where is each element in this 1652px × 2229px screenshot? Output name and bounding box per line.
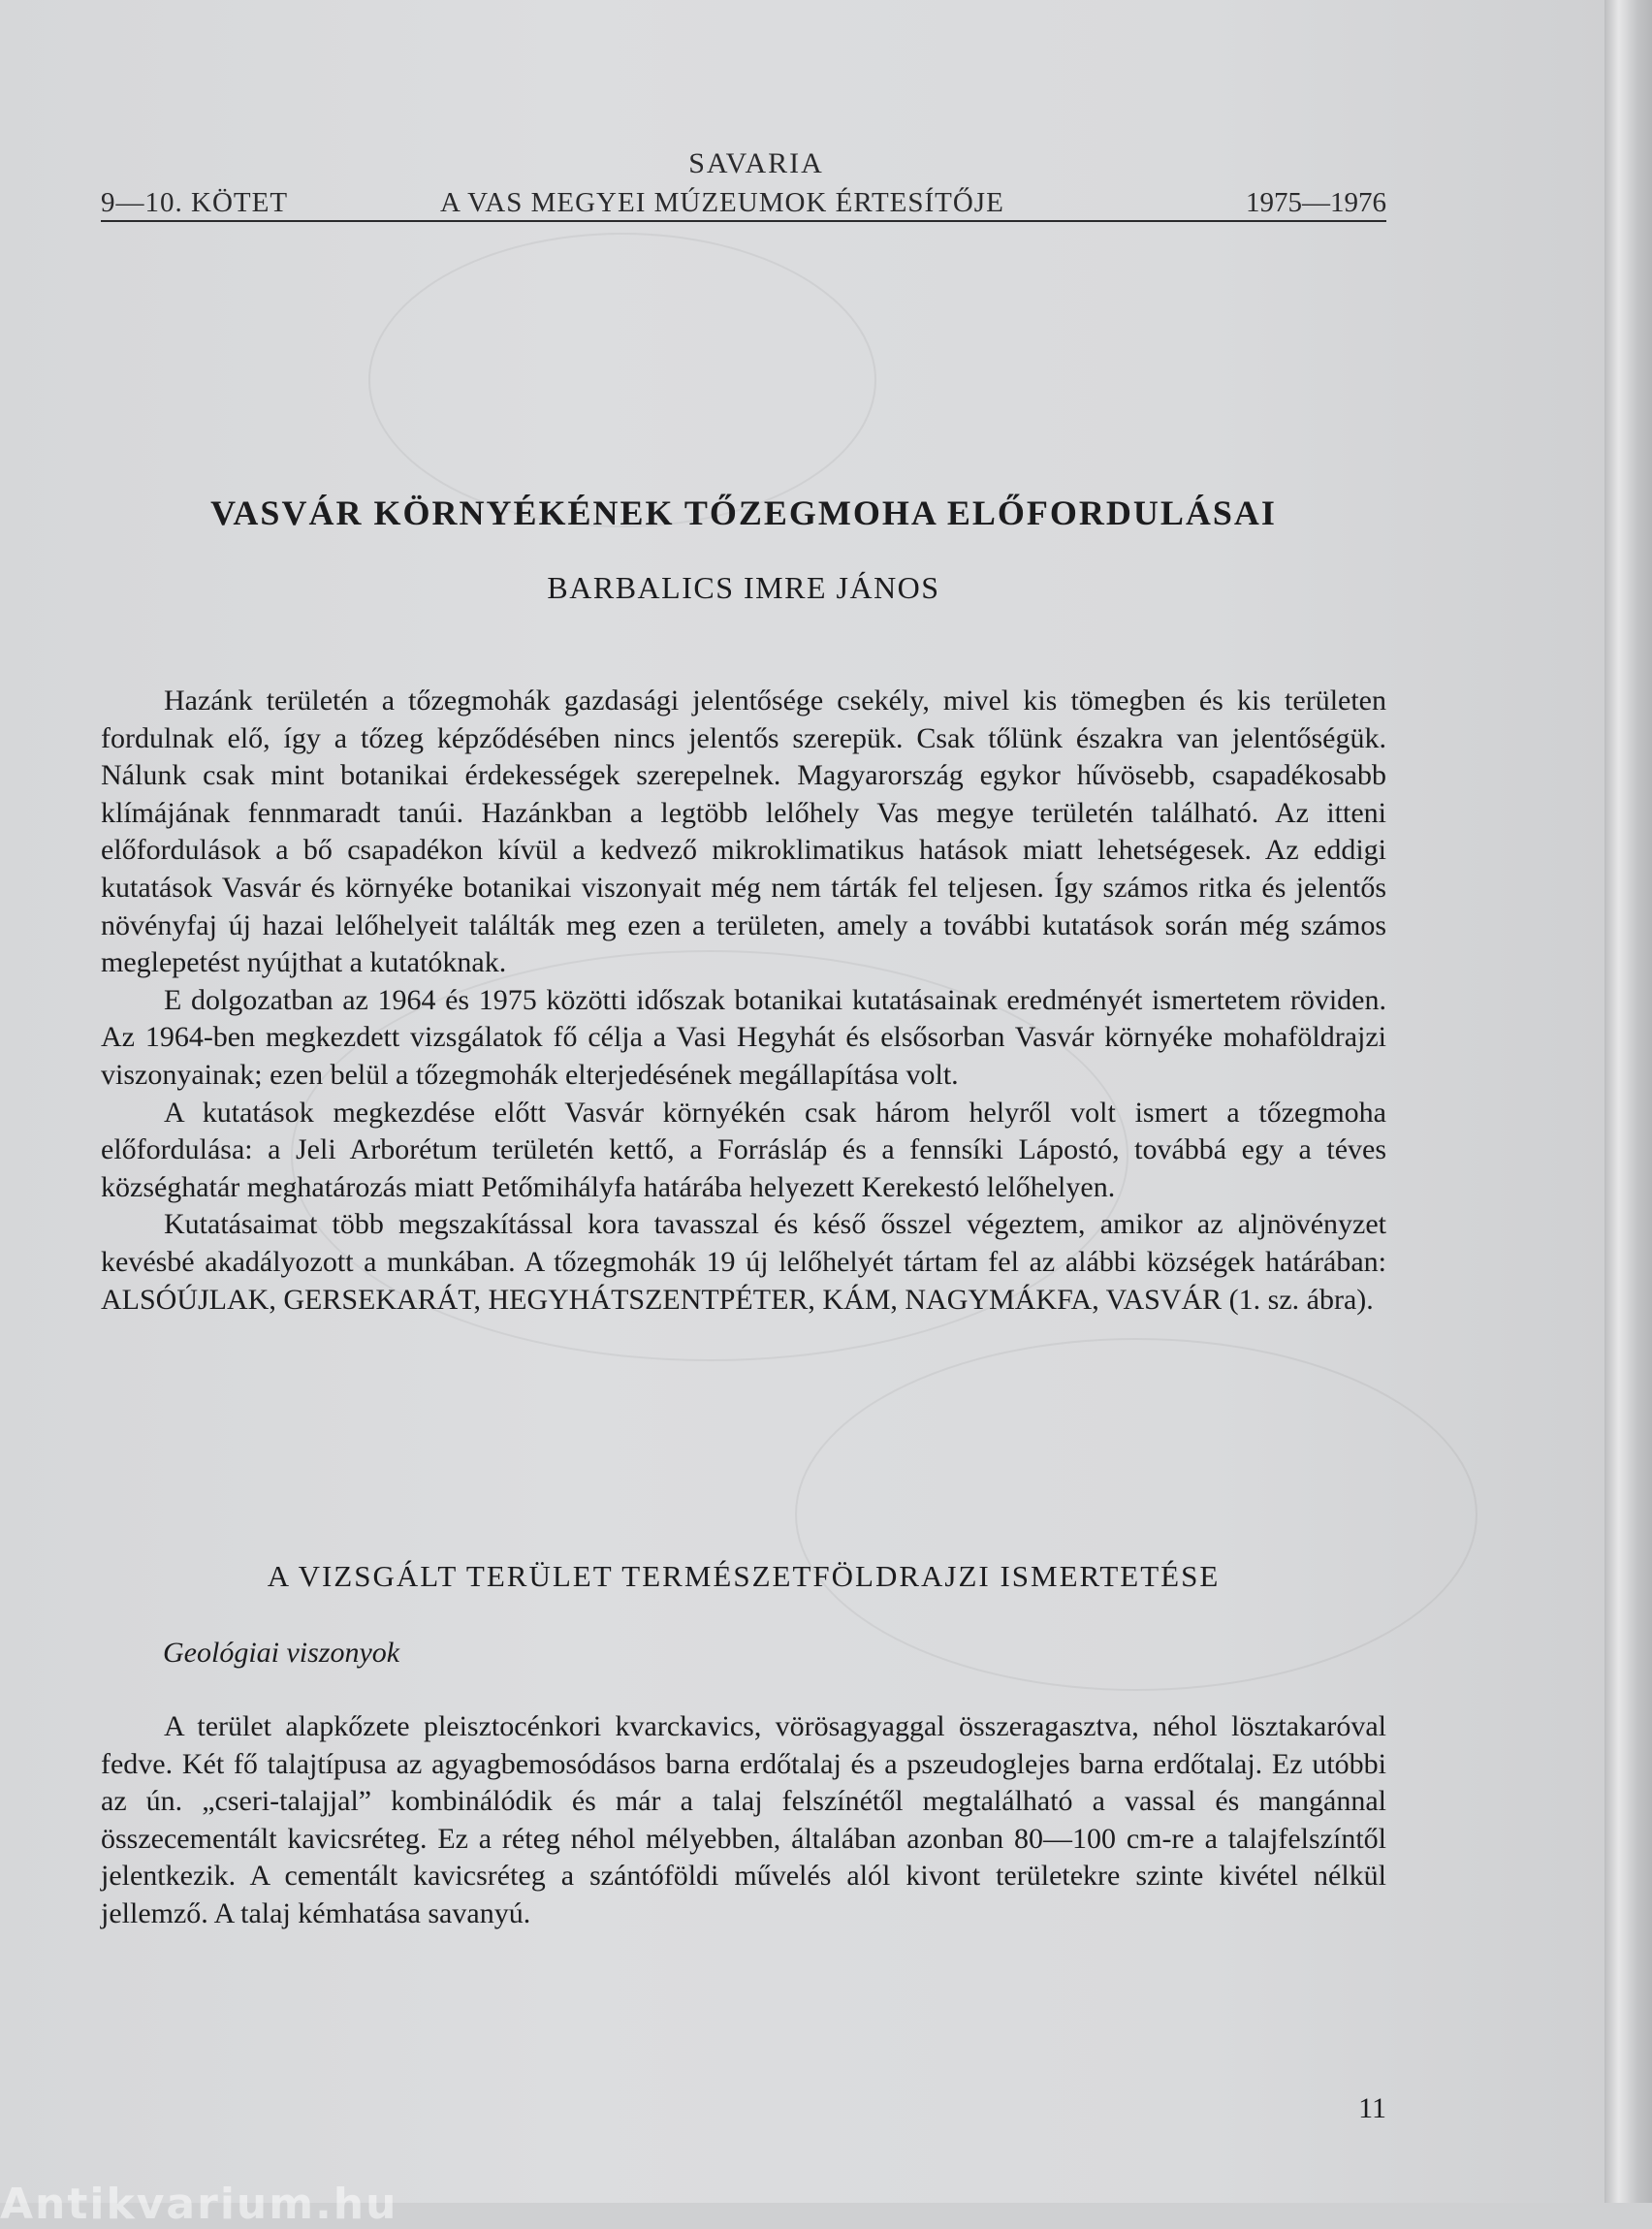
page-edge [1604, 0, 1652, 2203]
paragraph: E dolgozatban az 1964 és 1975 közötti időszak botanikai kutatásainak eredményét ismertetem röviden. Az 1964-ben megkezdett vizsgálatok fő célja a Vasi Hegyhát és elsősorban Vasvár környéke mohaföldrajzi viszonyainak; ezen belül a tőzegmohák elterjedésének megállapítása volt. [101, 983, 1386, 1091]
section-heading: A VIZSGÁLT TERÜLET TERMÉSZETFÖLDRAJZI ISMERTETÉSE [267, 1559, 1221, 1593]
journal-subtitle: A VAS MEGYEI MÚZEUMOK ÉRTESÍTŐJE [440, 187, 1004, 218]
paragraph: A terület alapkőzete pleisztocénkori kvarckavics, vörösagyaggal összeragasztva, néhol lösztakaróval fedve. Két fő talajtípusa az agyagbemosódásos barna erdőtalaj és a pszeudoglejes barna erdőtalaj. Ez utóbbi az ún. „cseri-talajjal” kombinálódik és már a talaj felszínétől megtalálható a vassal és mangánnal összecementált kavicsréteg. Ez a réteg néhol mélyebben, általában azonban 80—100 cm-re a talajfelszíntől jelentkezik. A cementált kavicsréteg a szántóföldi művelés alól kivont területekre szinte kivétel nélkül jellemző. A talaj kémhatása savanyú. [101, 1710, 1386, 1929]
paragraph: Hazánk területén a tőzegmohák gazdasági jelentősége csekély, mivel kis tömegben és kis területen fordulnak elő, így a tőzeg képződésében nincs jelentős szerepük. Csak tőlünk északra van jelentőségük. Nálunk csak mint botanikai érdekességek szerepelnek. Magyarország egykor hűvösebb, csapadékosabb klímájának fennmaradt tanúi. Hazánkban a legtöbb lelőhely Vas megye területén található. Az itteni előfordulások a bő csapadékon kívül a kedvező mikroklimatikus hatások miatt lehetségesek. Az eddigi kutatások Vasvár és környéke botanikai viszonyait még nem tárták fel teljesen. Így számos ritka és jelentős növényfaj új hazai lelőhelyeit találták meg ezen a területen, amely a további kutatások során még számos meglepetést nyújthat a kutatóknak. [101, 685, 1386, 979]
article-author: BARBALICS IMRE JÁNOS [547, 570, 940, 605]
volume-number: 9—10. KÖTET [101, 187, 289, 218]
geology-text [101, 1708, 1386, 1933]
publication-years: 1975—1976 [1246, 187, 1386, 218]
running-header [101, 187, 1386, 222]
show-through-figure [368, 233, 876, 527]
watermark: Antikvarium.hu [0, 2180, 398, 2229]
paragraph: Kutatásaimat több megszakítással kora tavasszal és késő ősszel végeztem, amikor az aljnövényzet kevésbé akadályozott a munkában. A tőzegmohák 19 új lelőhelyét tártam fel az alábbi községek határában: ALSÓÚJLAK, GERSEKARÁT, HEGYHÁTSZENTPÉTER, KÁM, NAGYMÁKFA, VASVÁR (1. sz. ábra). [101, 1208, 1386, 1316]
article-title: VASVÁR KÖRNYÉKÉNEK TŐZEGMOHA ELŐFORDULÁSAI [210, 494, 1277, 532]
show-through-figure [795, 1338, 1477, 1691]
page-number: 11 [1358, 2092, 1386, 2124]
subsection-heading: Geológiai viszonyok [163, 1637, 400, 1669]
paragraph: A kutatások megkezdése előtt Vasvár környékén csak három helyről volt ismert a tőzegmoha előfordulása: a Jeli Arborétum területén kettő, a Forrásláp és a fennsíki Lápostó, továbbá egy a téves községhatár meghatározás miatt Petőmihályfa határába helyezett Kerekestó lelőhelyen. [101, 1096, 1386, 1203]
intro-text [101, 683, 1386, 1319]
journal-name: SAVARIA [688, 147, 824, 179]
